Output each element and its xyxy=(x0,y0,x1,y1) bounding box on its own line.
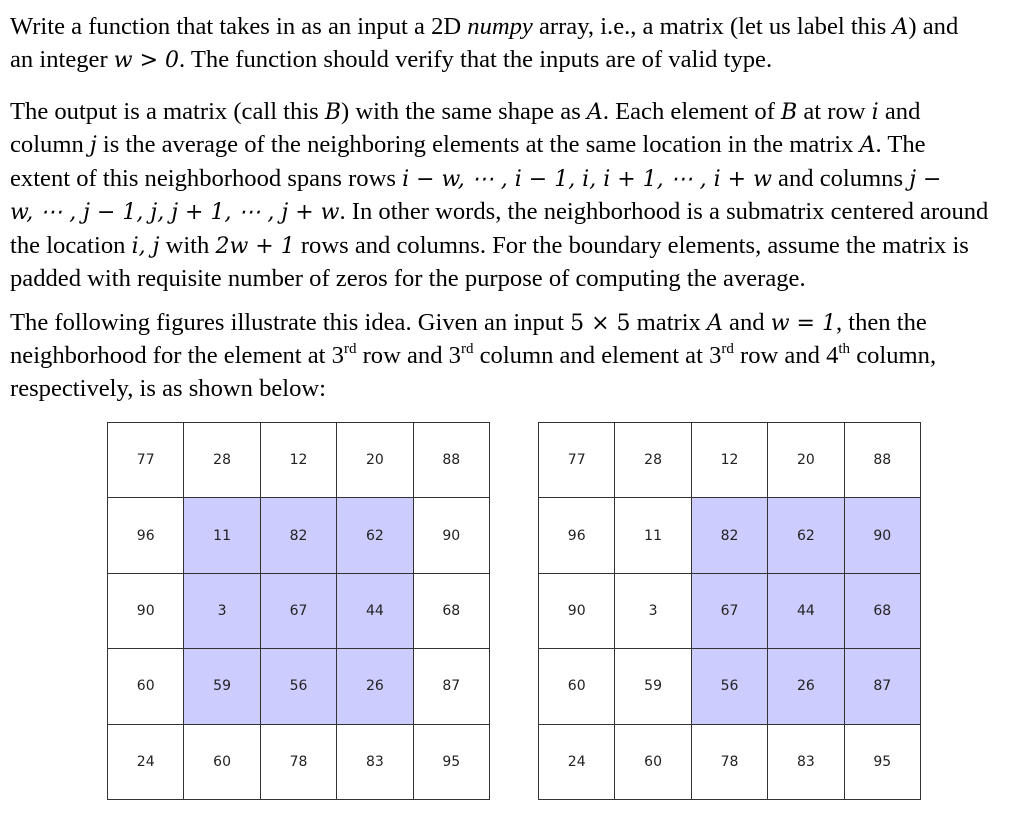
math-A: A xyxy=(892,15,909,40)
matrix-cell: 77 xyxy=(108,423,184,498)
text: neighborhood for the element at 3 xyxy=(10,342,344,370)
matrix-cell: 95 xyxy=(844,724,920,799)
paragraph-illustration-intro xyxy=(10,307,1014,405)
text: row and 3 xyxy=(356,342,461,370)
ordinal-suffix: th xyxy=(838,341,851,358)
matrix-cell: 20 xyxy=(337,423,413,498)
matrix-row xyxy=(108,649,490,724)
matrix-grid-right xyxy=(538,422,921,800)
paragraph2-line1 xyxy=(10,96,1014,129)
matrix-cell: 12 xyxy=(260,423,336,498)
matrix-row xyxy=(539,724,921,799)
matrix-row xyxy=(108,573,490,648)
math-size: 2w + 1 xyxy=(215,233,295,259)
text: . In other words, the neighborhood is a submatrix centered around xyxy=(339,198,989,226)
ordinal-suffix: rd xyxy=(343,341,357,358)
text: Write a function that takes in as an input a 2D xyxy=(10,13,468,40)
matrix-cell: 82 xyxy=(691,498,767,573)
matrix-cell: 82 xyxy=(260,498,336,573)
text: row and 4 xyxy=(733,342,839,370)
matrix-cell: 24 xyxy=(108,724,184,799)
matrix-cell: 11 xyxy=(184,498,260,573)
matrix-cell: 60 xyxy=(539,649,615,724)
matrix-cell: 96 xyxy=(108,498,184,573)
math-row-range: i − w, ⋯ , i − 1, i, i + 1, ⋯ , i + w xyxy=(402,166,772,192)
matrix-cell: 28 xyxy=(615,423,691,498)
matrix-row xyxy=(539,498,921,573)
paragraph2-line3 xyxy=(10,163,1014,196)
math-B: B xyxy=(324,100,342,125)
text: . The xyxy=(875,131,926,159)
matrix-row xyxy=(108,423,490,498)
text: matrix xyxy=(630,309,707,336)
text: an integer xyxy=(10,46,114,74)
math-col-range: w, ⋯ , j − 1, j, j + 1, ⋯ , j + w xyxy=(10,200,340,226)
matrix-cell: 96 xyxy=(539,498,615,573)
math-j: j xyxy=(89,133,97,159)
math-A: A xyxy=(859,133,876,159)
math-i: i xyxy=(871,100,879,125)
matrix-cell: 83 xyxy=(768,724,844,799)
matrix-row xyxy=(539,649,921,724)
matrix-cell: 87 xyxy=(413,649,489,724)
text: , then the xyxy=(835,309,927,336)
matrix-cell: 59 xyxy=(184,649,260,724)
matrix-cell: 11 xyxy=(615,498,691,573)
math-B: B xyxy=(781,100,798,125)
text: at row xyxy=(797,98,872,125)
matrix-row xyxy=(108,498,490,573)
text: the location xyxy=(10,231,132,259)
matrix-cell: 68 xyxy=(844,573,920,648)
math-A: A xyxy=(707,311,723,336)
paragraph3-line1 xyxy=(10,307,1014,340)
math-dimensions: 5 × 5 xyxy=(570,311,631,336)
text: column and element at 3 xyxy=(473,342,722,370)
math-j-minus: j − xyxy=(909,166,942,192)
matrix-cell: 3 xyxy=(184,573,260,648)
text: with xyxy=(159,231,216,259)
paragraph2-line5 xyxy=(10,230,1014,263)
matrix-cell: 59 xyxy=(615,649,691,724)
matrix-cell: 78 xyxy=(260,724,336,799)
paragraph2-line6: padded with requisite number of zeros for the purpose of computing the average. xyxy=(10,265,806,293)
text: and xyxy=(722,309,771,336)
matrix-cell: 77 xyxy=(539,423,615,498)
matrix-cell: 56 xyxy=(260,649,336,724)
paragraph1-line1 xyxy=(10,11,1014,44)
matrix-grid-left xyxy=(107,422,490,800)
text: and xyxy=(878,98,921,125)
matrix-cell: 60 xyxy=(615,724,691,799)
matrix-cell: 20 xyxy=(768,423,844,498)
text: . The function should verify that the inputs are of valid type. xyxy=(179,46,773,74)
matrix-cell: 87 xyxy=(844,649,920,724)
matrix-cell: 90 xyxy=(108,573,184,648)
matrix-cell: 60 xyxy=(108,649,184,724)
text: column, xyxy=(850,342,937,370)
paragraph-task-description xyxy=(10,11,1014,78)
matrix-cell: 56 xyxy=(691,649,767,724)
text: and columns xyxy=(771,164,910,192)
paragraph-output-description xyxy=(10,96,1014,295)
text: column xyxy=(10,131,90,159)
paragraph3-line2 xyxy=(10,340,1014,372)
matrix-cell: 24 xyxy=(539,724,615,799)
matrix-cell: 28 xyxy=(184,423,260,498)
paragraph1-line2 xyxy=(10,44,1014,77)
text: The following figures illustrate this idea. Given an input xyxy=(10,309,571,336)
math-location: i, j xyxy=(131,233,160,259)
math-w-condition: w > 0 xyxy=(113,48,180,74)
matrix-cell: 12 xyxy=(691,423,767,498)
ordinal-suffix: rd xyxy=(460,341,474,358)
matrix-cell: 83 xyxy=(337,724,413,799)
matrix-cell: 44 xyxy=(337,573,413,648)
matrix-cell: 88 xyxy=(413,423,489,498)
text: ) and xyxy=(908,13,959,40)
matrix-cell: 68 xyxy=(413,573,489,648)
numpy-term: numpy xyxy=(467,13,533,40)
text: extent of this neighborhood spans rows xyxy=(10,164,403,192)
matrix-cell: 26 xyxy=(768,649,844,724)
paragraph3-line3: respectively, is as shown below: xyxy=(10,374,327,402)
matrix-row xyxy=(108,724,490,799)
matrix-cell: 90 xyxy=(539,573,615,648)
paragraph2-line2 xyxy=(10,129,1014,162)
text: ) with the same shape as xyxy=(341,98,587,125)
text: The output is a matrix (call this xyxy=(10,98,325,125)
matrix-cell: 88 xyxy=(844,423,920,498)
math-A: A xyxy=(586,100,603,125)
matrix-cell: 3 xyxy=(615,573,691,648)
math-w-equals: w = 1 xyxy=(770,311,836,336)
matrix-cell: 67 xyxy=(691,573,767,648)
matrix-cell: 26 xyxy=(337,649,413,724)
matrix-row xyxy=(539,573,921,648)
matrix-cell: 62 xyxy=(768,498,844,573)
matrix-cell: 95 xyxy=(413,724,489,799)
matrix-cell: 44 xyxy=(768,573,844,648)
text: array, i.e., a matrix (let us label this xyxy=(532,13,893,40)
matrix-cell: 78 xyxy=(691,724,767,799)
text: is the average of the neighboring elements at the same location in the matrix xyxy=(96,131,860,159)
ordinal-suffix: rd xyxy=(721,341,734,358)
matrix-row xyxy=(539,423,921,498)
paragraph2-line4 xyxy=(10,196,1014,229)
matrix-cell: 60 xyxy=(184,724,260,799)
matrix-cell: 90 xyxy=(844,498,920,573)
matrix-cell: 90 xyxy=(413,498,489,573)
matrix-cell: 62 xyxy=(337,498,413,573)
text: rows and columns. For the boundary elements, assume the matrix is xyxy=(294,231,969,259)
text: . Each element of xyxy=(602,98,782,125)
matrix-cell: 67 xyxy=(260,573,336,648)
